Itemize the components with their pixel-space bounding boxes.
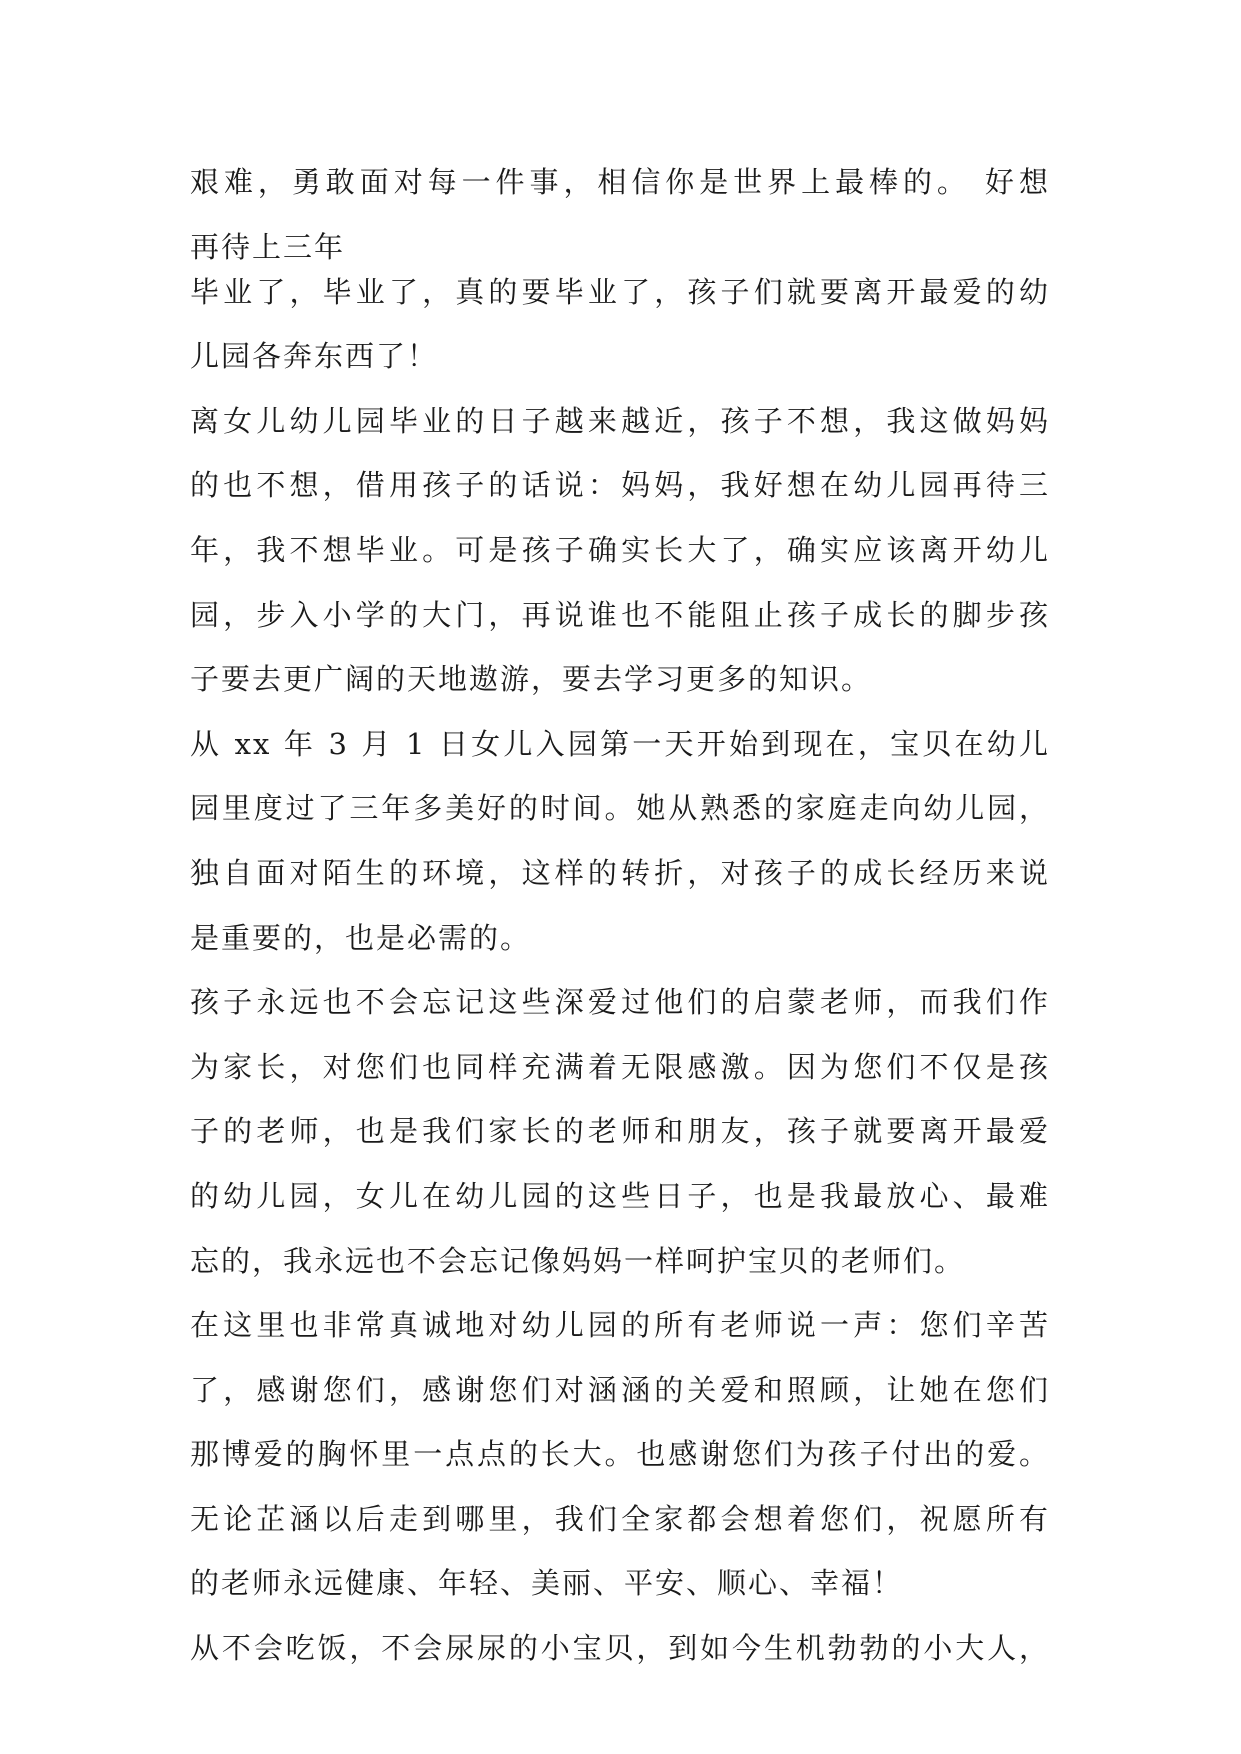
text-line: 园，步入小学的大门，再说谁也不能阻止孩子成长的脚步孩 [190,597,1050,632]
text-line: 年，我不想毕业。可是孩子确实长大了，确实应该离开幼儿 [190,532,1050,567]
text-line: 的老师永远健康、年轻、美丽、平安、顺心、幸福！ [190,1566,904,1601]
text-line: 儿园各奔东西了！ [190,339,439,374]
text-line: 从 xx 年 3 月 1 日女儿入园第一天开始到现在，宝贝在幼儿 [190,726,1050,761]
text-line: 的幼儿园，女儿在幼儿园的这些日子，也是我最放心、最难 [190,1178,1050,1213]
text-line: 子的老师，也是我们家长的老师和朋友，孩子就要离开最爱 [190,1114,1050,1149]
text-line: 园里度过了三年多美好的时间。她从熟悉的家庭走向幼儿园， [190,791,1050,826]
text-line: 从不会吃饭，不会尿尿的小宝贝，到如今生机勃勃的小大人， [190,1631,1050,1666]
text-line: 再待上三年 [190,229,346,264]
text-line: 离女儿幼儿园毕业的日子越来越近，孩子不想，我这做妈妈 [190,403,1050,438]
text-line: 独自面对陌生的环境，这样的转折，对孩子的成长经历来说 [190,855,1050,890]
text-line: 那博爱的胸怀里一点点的长大。也感谢您们为孩子付出的爱。 [190,1437,1050,1472]
text-line: 孩子永远也不会忘记这些深爱过他们的启蒙老师，而我们作 [190,985,1050,1020]
text-line: 毕业了，毕业了，真的要毕业了，孩子们就要离开最爱的幼 [190,274,1050,309]
text-line: 了，感谢您们，感谢您们对涵涵的关爱和照顾，让她在您们 [190,1372,1050,1407]
text-line: 子要去更广阔的天地遨游，要去学习更多的知识。 [190,662,873,697]
text-line: 为家长，对您们也同样充满着无限感激。因为您们不仅是孩 [190,1049,1050,1084]
text-line: 是重要的，也是必需的。 [190,920,532,955]
text-line: 在这里也非常真诚地对幼儿园的所有老师说一声：您们辛苦 [190,1308,1050,1343]
text-line: 忘的，我永远也不会忘记像妈妈一样呵护宝贝的老师们。 [190,1243,966,1278]
text-line: 的也不想，借用孩子的话说：妈妈，我好想在幼儿园再待三 [190,468,1050,503]
text-line: 艰难，勇敢面对每一件事，相信你是世界上最棒的。 好想 [190,165,1050,199]
document-body [190,160,1050,1691]
text-line: 无论芷涵以后走到哪里，我们全家都会想着您们，祝愿所有 [190,1501,1050,1536]
